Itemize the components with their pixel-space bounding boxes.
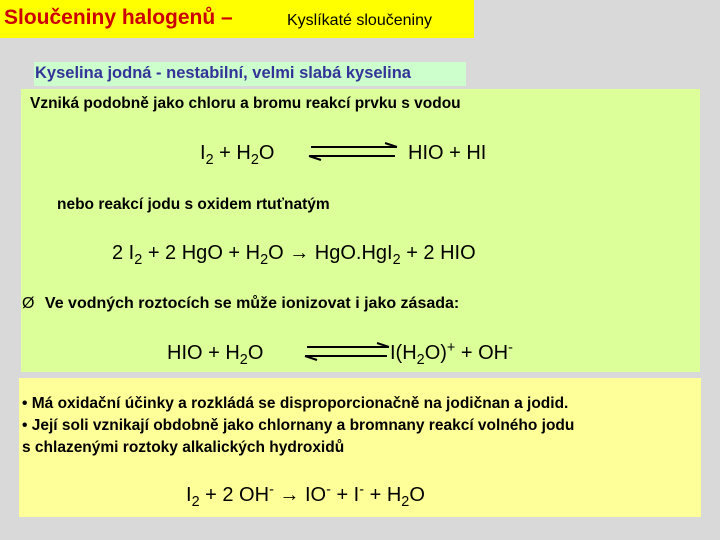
eq4-text: + I xyxy=(330,484,360,506)
note-line-3: s chlazenými roztoky alkalických hydroxidů xyxy=(22,439,345,456)
eq4-text: + 2 OH xyxy=(199,484,270,506)
alternative-reaction-text: nebo reakcí jodu s oxidem rtuťnatým xyxy=(57,196,330,213)
eq1-text: + H xyxy=(213,142,251,164)
eq1-sub: 2 xyxy=(205,152,214,169)
equation-4 xyxy=(186,481,425,511)
eq2-text: O → Hg xyxy=(268,242,341,264)
bullet-line xyxy=(22,295,459,313)
title-bar xyxy=(0,0,474,38)
eq1-sub: 2 xyxy=(250,152,259,169)
equation-2 xyxy=(112,242,476,269)
eq2-sub: 2 xyxy=(134,252,143,269)
eq4-sup: - xyxy=(269,481,274,498)
equilibrium-arrow-icon xyxy=(305,142,401,162)
eq4-text: → IO xyxy=(273,484,327,506)
eq2-sub: 2 xyxy=(392,252,401,269)
equation-1-left xyxy=(200,142,275,169)
eq3-text: HIO + H xyxy=(167,342,240,364)
eq1-text: O xyxy=(258,142,275,164)
eq3-sub: 2 xyxy=(416,352,425,369)
eq4-text: I xyxy=(186,484,192,506)
eq1-text: I xyxy=(200,142,206,164)
note-line-2: • Její soli vznikají obdobně jako chlornany a bromnany reakcí volného jodu xyxy=(22,417,575,434)
eq4-sup: - xyxy=(359,481,365,498)
eq2-sub: 2 xyxy=(260,252,269,269)
eq4-sub: 2 xyxy=(401,494,410,511)
equilibrium-arrow-icon xyxy=(301,342,393,362)
eq2-text: 2 I xyxy=(112,242,135,264)
green-panel xyxy=(21,89,700,372)
section-title: Kyselina jodná - nestabilní, velmi slabá kyselina xyxy=(34,62,466,86)
eq3-text: O) xyxy=(424,342,447,364)
eq3-sub: 2 xyxy=(239,352,248,369)
eq4-text: + H xyxy=(364,484,402,506)
intro-text: Vzniká podobně jako chloru a bromu reakcí prvku s vodou xyxy=(30,95,461,112)
bullet-arrow-icon: Ø xyxy=(22,295,35,312)
eq2-text: O.HgI xyxy=(340,242,393,264)
bullet-text: Ve vodných roztocích se může ionizovat i jako zásada: xyxy=(44,295,460,312)
equation-1-right: HIO + HI xyxy=(408,142,487,164)
eq3-sup: - xyxy=(508,339,513,356)
eq3-sup: + xyxy=(446,339,456,356)
eq4-sub: 2 xyxy=(191,494,200,511)
page-title: Sloučeniny halogenů – xyxy=(4,6,233,29)
eq2-text: + 2 Hg xyxy=(142,242,208,264)
eq2-text: O + H xyxy=(207,242,261,264)
eq4-text: O xyxy=(409,484,425,506)
page-subtitle: Kyslíkaté sloučeniny xyxy=(287,12,432,29)
equation-3-right xyxy=(390,339,513,369)
eq2-text: + 2 HIO xyxy=(400,242,476,264)
eq3-text: + OH xyxy=(455,342,509,364)
equation-3-left xyxy=(167,342,264,369)
eq3-text: O xyxy=(247,342,264,364)
eq3-text: I(H xyxy=(390,342,417,364)
eq4-sup: - xyxy=(326,481,331,498)
note-line-1: • Má oxidační účinky a rozkládá se disproporcionačně na jodičnan a jodid. xyxy=(22,395,569,412)
